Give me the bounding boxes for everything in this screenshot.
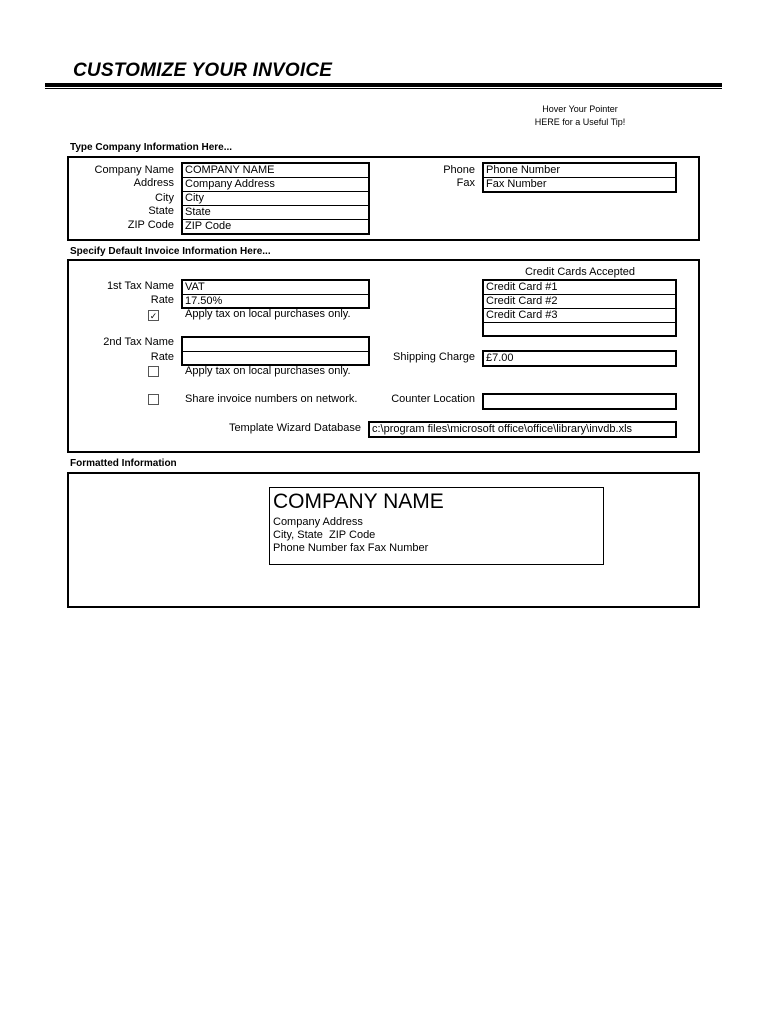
share-invoice-label: Share invoice numbers on network. (185, 393, 358, 405)
preview-city-line: City, State ZIP Code (273, 529, 376, 541)
counter-location-label: Counter Location (391, 393, 475, 405)
formatted-section-heading: Formatted Information (70, 458, 177, 469)
tip-line-2[interactable]: HERE for a Useful Tip! (534, 117, 626, 127)
tax1-rate-label: Rate (150, 294, 174, 306)
tip-line-1[interactable]: Hover Your Pointer (542, 104, 618, 114)
tax2-local-checkbox[interactable] (148, 366, 159, 377)
preview-address: Company Address (273, 516, 363, 528)
address-label: Address (133, 177, 174, 189)
tax1-name-label: 1st Tax Name (106, 280, 174, 292)
company-fields (181, 162, 370, 235)
phone-field[interactable]: Phone Number (484, 164, 675, 178)
credit-card-1[interactable]: Credit Card #1 (484, 281, 675, 295)
tax2-fields (181, 336, 370, 366)
preview-company-name: COMPANY NAME (273, 490, 444, 513)
invoice-section-heading: Specify Default Invoice Information Here... (70, 246, 271, 257)
tax2-rate-label: Rate (150, 351, 174, 363)
city-field[interactable]: City (183, 192, 368, 206)
credit-card-2[interactable]: Credit Card #2 (484, 295, 675, 309)
tax2-name-field[interactable] (183, 338, 368, 352)
tax1-local-label: Apply tax on local purchases only. (185, 308, 351, 320)
tax1-local-checkbox[interactable]: ✓ (149, 311, 158, 321)
tax1-fields (181, 279, 370, 309)
title-rule (45, 83, 722, 87)
address-field[interactable]: Company Address (183, 178, 368, 192)
template-db-field[interactable]: c:\program files\microsoft office\office\library\invdb.xls (372, 423, 633, 435)
company-name-field[interactable]: COMPANY NAME (183, 164, 368, 178)
tax2-name-label: 2nd Tax Name (103, 336, 174, 348)
credit-card-4[interactable] (484, 323, 675, 337)
shipping-field[interactable]: £7.00 (486, 352, 514, 364)
state-label: State (148, 205, 174, 217)
state-field[interactable]: State (183, 206, 368, 220)
zip-label: ZIP Code (127, 219, 174, 231)
title-rule-thin (45, 88, 722, 89)
zip-field[interactable]: ZIP Code (185, 220, 232, 232)
shipping-label: Shipping Charge (393, 351, 475, 363)
preview-phone-line: Phone Number fax Fax Number (273, 542, 429, 554)
phone-label: Phone (443, 164, 475, 176)
credit-cards-heading: Credit Cards Accepted (524, 266, 636, 278)
tax1-name-field[interactable]: VAT (183, 281, 368, 295)
counter-location-wrap (482, 393, 677, 410)
template-db-wrap (368, 421, 677, 438)
credit-card-3[interactable]: Credit Card #3 (484, 309, 675, 323)
template-db-label: Template Wizard Database (228, 422, 361, 434)
company-name-label: Company Name (94, 164, 174, 176)
tax2-local-label: Apply tax on local purchases only. (185, 365, 351, 377)
shipping-field-wrap (482, 350, 677, 367)
city-label: City (155, 192, 174, 204)
tax1-rate-field[interactable]: 17.50% (185, 295, 223, 307)
fax-field[interactable]: Fax Number (486, 178, 547, 190)
page-title: CUSTOMIZE YOUR INVOICE (73, 60, 333, 81)
counter-location-field[interactable] (484, 395, 675, 409)
formatted-preview (269, 487, 604, 565)
share-invoice-checkbox[interactable] (148, 394, 159, 405)
tax2-rate-field[interactable] (183, 352, 368, 366)
fax-label: Fax (456, 177, 475, 189)
credit-card-list (482, 279, 677, 337)
contact-fields (482, 162, 677, 193)
company-section-heading: Type Company Information Here... (70, 142, 233, 153)
